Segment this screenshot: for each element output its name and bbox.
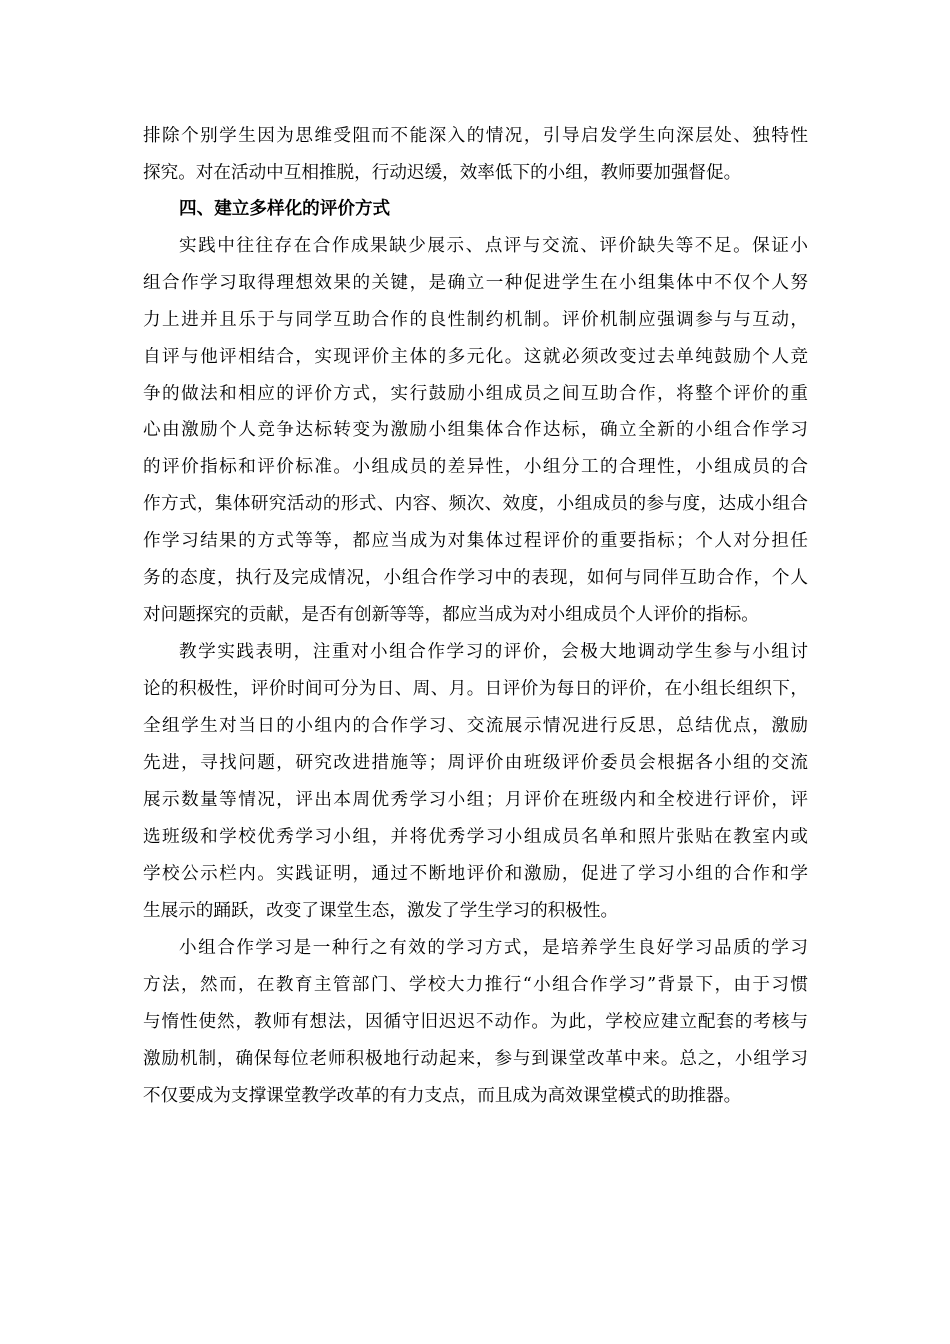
text-line: 先进，寻找问题，研究改进措施等；周评价由班级评价委员会根据各小组的交流 (143, 753, 808, 773)
text-line: 与惰性使然，教师有想法，因循守旧迟迟不动作。为此，学校应建立配套的考核与 (143, 1012, 808, 1032)
text-line: 组合作学习取得理想效果的关键，是确立一种促进学生在小组集体中不仅个人努 (143, 273, 808, 293)
text-line: 务的态度，执行及完成情况，小组合作学习中的表现，如何与同伴互助合作，个人 (143, 568, 808, 588)
text-line: 学校公示栏内。实践证明，通过不断地评价和激励，促进了学习小组的合作和学 (143, 864, 808, 884)
text-line: 小组合作学习是一种行之有效的学习方式，是培养学生良好学习品质的学习 (179, 938, 808, 958)
text-line: 争的做法和相应的评价方式，实行鼓励小组成员之间互助合作，将整个评价的重 (143, 384, 808, 404)
section-heading: 四、建立多样化的评价方式 (179, 199, 391, 219)
text-line: 作方式，集体研究活动的形式、内容、频次、效度，小组成员的参与度，达成小组合 (143, 494, 808, 514)
text-line: 不仅要成为支撑课堂教学改革的有力支点，而且成为高效课堂模式的助推器。 (143, 1086, 742, 1106)
text-line: 教学实践表明，注重对小组合作学习的评价，会极大地调动学生参与小组讨 (179, 642, 808, 662)
text-line: 选班级和学校优秀学习小组，并将优秀学习小组成员名单和照片张贴在教室内或 (143, 827, 808, 847)
text-line: 展示数量等情况，评出本周优秀学习小组；月评价在班级内和全校进行评价，评 (143, 790, 808, 810)
text-line: 心由激励个人竞争达标转变为激励小组集体合作达标，确立全新的小组合作学习 (143, 420, 808, 440)
text-line: 方法，然而，在教育主管部门、学校大力推行“小组合作学习”背景下，由于习惯 (143, 975, 808, 995)
text-line: 激励机制，确保每位老师积极地行动起来，参与到课堂改革中来。总之，小组学习 (143, 1049, 808, 1069)
text-line: 探究。对在活动中互相推脱，行动迟缓，效率低下的小组，教师要加强督促。 (143, 163, 742, 183)
text-line: 自评与他评相结合，实现评价主体的多元化。这就必须改变过去单纯鼓励个人竞 (143, 347, 808, 367)
text-line: 全组学生对当日的小组内的合作学习、交流展示情况进行反思，总结优点，激励 (143, 716, 808, 736)
text-line: 的评价指标和评价标准。小组成员的差异性，小组分工的合理性，小组成员的合 (143, 457, 808, 477)
text-line: 对问题探究的贡献，是否有创新等等，都应当成为对小组成员个人评价的指标。 (143, 605, 759, 625)
text-line: 力上进并且乐于与同学互助合作的良性制约机制。评价机制应强调参与与互动， (143, 310, 808, 330)
text-line: 作学习结果的方式等等，都应当成为对集体过程评价的重要指标；个人对分担任 (143, 531, 808, 551)
text-line: 生展示的踊跃，改变了课堂生态，激发了学生学习的积极性。 (143, 901, 619, 921)
text-line: 排除个别学生因为思维受阻而不能深入的情况，引导启发学生向深层处、独特性 (143, 126, 808, 146)
text-line: 论的积极性，评价时间可分为日、周、月。日评价为每日的评价，在小组长组织下， (143, 679, 808, 699)
text-line: 实践中往往存在合作成果缺少展示、点评与交流、评价缺失等不足。保证小 (179, 236, 808, 256)
